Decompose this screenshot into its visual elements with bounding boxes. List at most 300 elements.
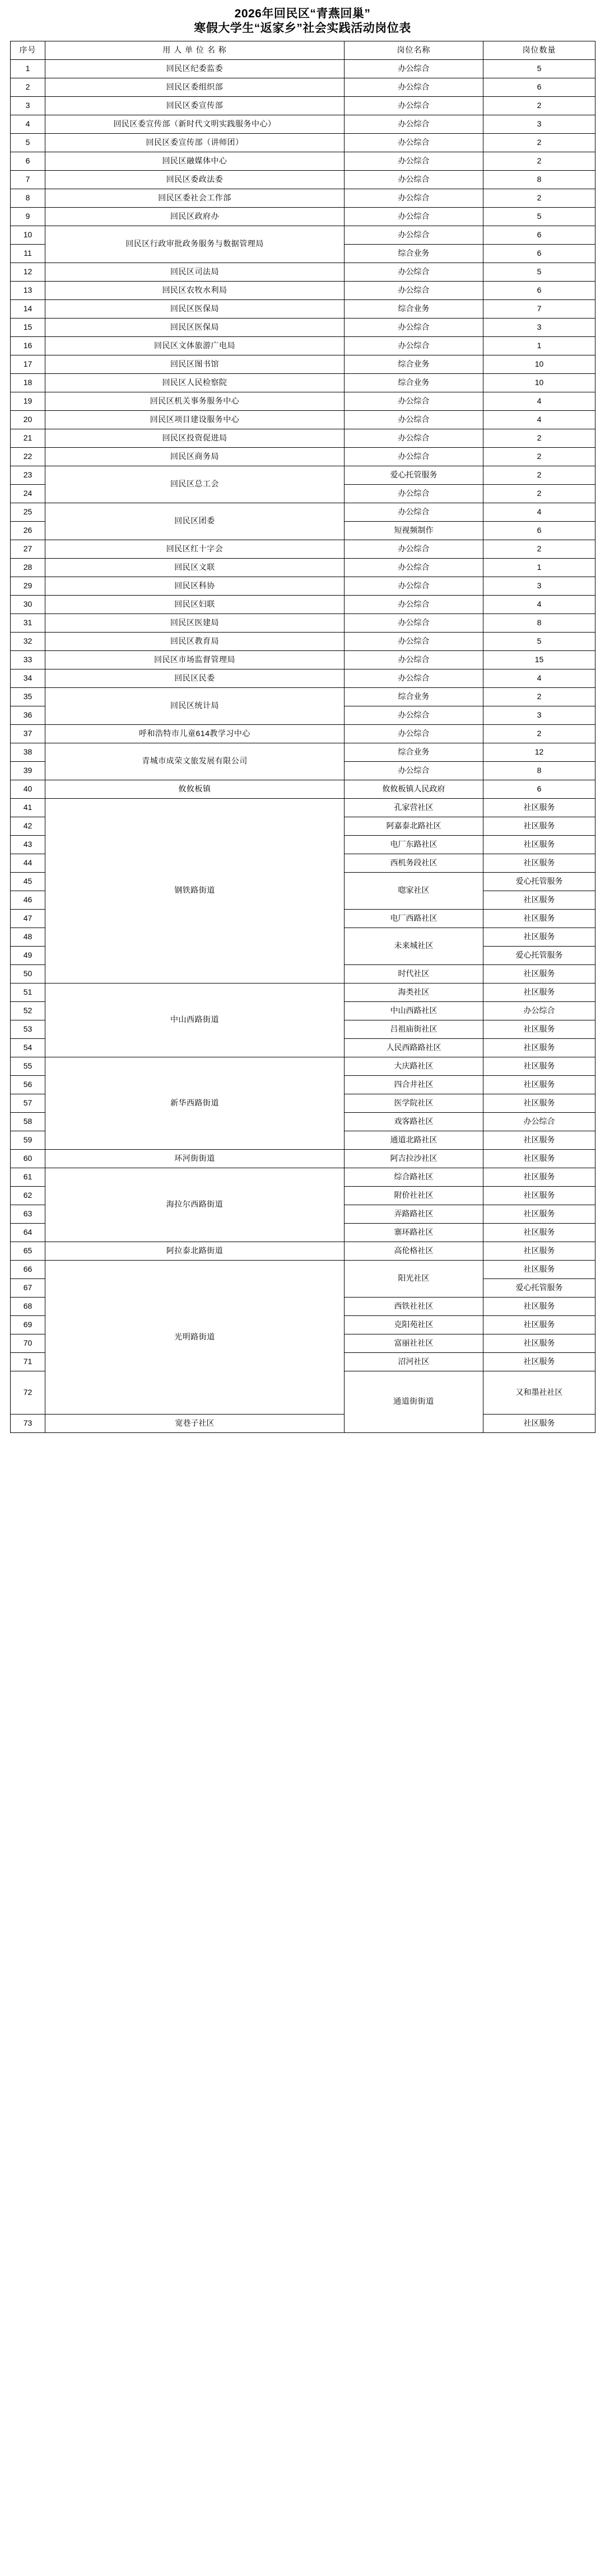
cell-num: 2 — [483, 189, 595, 207]
cell-unit: 回民区妇联 — [45, 595, 345, 613]
cell-unit: 回民区总工会 — [45, 466, 345, 503]
cell-subunit: 附价社社区 — [345, 1186, 483, 1205]
cell-post: 社区服务 — [483, 928, 595, 946]
table-row — [11, 798, 595, 817]
cell-num: 2 — [483, 447, 595, 466]
cell-num: 1 — [483, 336, 595, 355]
table-row — [11, 577, 595, 595]
cell-seq: 59 — [11, 1131, 45, 1149]
cell-unit: 回民区医建局 — [45, 613, 345, 632]
cell-post: 办公综合 — [345, 281, 483, 299]
cell-post: 办公综合 — [483, 1001, 595, 1020]
cell-num: 4 — [483, 503, 595, 521]
cell-seq: 71 — [11, 1352, 45, 1371]
cell-unit: 回民区民委 — [45, 669, 345, 687]
cell-seq: 1 — [11, 59, 45, 78]
cell-seq: 43 — [11, 835, 45, 854]
cell-post: 办公综合 — [345, 152, 483, 170]
cell-unit: 回民区行政审批政务服务与数据管理局 — [45, 226, 345, 263]
table-row — [11, 170, 595, 189]
cell-subunit: 大庆路社区 — [345, 1057, 483, 1075]
table-row — [11, 263, 595, 281]
cell-subunit: 人民西路路社区 — [345, 1038, 483, 1057]
cell-subunit: 西机务段社区 — [345, 854, 483, 872]
cell-post: 办公综合 — [345, 189, 483, 207]
cell-seq: 67 — [11, 1278, 45, 1297]
cell-seq: 7 — [11, 170, 45, 189]
cell-seq: 39 — [11, 761, 45, 780]
cell-post: 社区服务 — [483, 1075, 595, 1094]
cell-seq: 15 — [11, 318, 45, 336]
table-row — [11, 226, 595, 244]
cell-num: 5 — [483, 207, 595, 226]
cell-seq: 17 — [11, 355, 45, 373]
table-row — [11, 540, 595, 558]
cell-unit: 回民区文体旅游广电局 — [45, 336, 345, 355]
title-line-1: 2026年回民区“青燕回巢” — [234, 7, 371, 20]
cell-num: 1 — [483, 558, 595, 577]
cell-unit: 回民区机关事务服务中心 — [45, 392, 345, 410]
table-row — [11, 1057, 595, 1075]
cell-unit: 回民区政府办 — [45, 207, 345, 226]
cell-num: 6 — [483, 78, 595, 96]
cell-seq: 66 — [11, 1260, 45, 1278]
cell-post: 办公综合 — [345, 650, 483, 669]
cell-seq: 28 — [11, 558, 45, 577]
table-row — [11, 613, 595, 632]
cell-post: 社区服务 — [483, 854, 595, 872]
cell-subunit: 阿吉拉沙社区 — [345, 1149, 483, 1168]
cell-num: 2 — [483, 724, 595, 743]
cell-seq: 34 — [11, 669, 45, 687]
cell-seq: 63 — [11, 1205, 45, 1223]
document-title — [10, 3, 595, 41]
cell-subunit: 阳光社区 — [345, 1260, 483, 1297]
table-row — [11, 687, 595, 706]
cell-subunit: 海类社区 — [345, 983, 483, 1001]
cell-seq: 21 — [11, 429, 45, 447]
table-row — [11, 650, 595, 669]
cell-seq: 58 — [11, 1112, 45, 1131]
cell-unit: 回民区委宣传部（新时代文明实践服务中心） — [45, 115, 345, 133]
cell-num: 6 — [483, 780, 595, 798]
cell-post: 办公综合 — [345, 503, 483, 521]
cell-seq: 57 — [11, 1094, 45, 1112]
table-row — [11, 1168, 595, 1186]
table-row — [11, 1242, 595, 1260]
cell-num: 3 — [483, 318, 595, 336]
cell-post: 办公综合 — [345, 78, 483, 96]
cell-unit: 攸攸板镇 — [45, 780, 345, 798]
cell-subunit: 唿家社区 — [345, 872, 483, 909]
cell-num: 10 — [483, 355, 595, 373]
cell-post: 社区服务 — [483, 1038, 595, 1057]
cell-post: 综合业务 — [345, 244, 483, 263]
table-row — [11, 983, 595, 1001]
cell-seq: 16 — [11, 336, 45, 355]
cell-seq: 73 — [11, 1414, 45, 1432]
cell-unit: 回民区商务局 — [45, 447, 345, 466]
cell-post: 社区服务 — [483, 798, 595, 817]
cell-seq: 51 — [11, 983, 45, 1001]
cell-post: 社区服务 — [483, 1334, 595, 1352]
cell-post: 爱心托管服务 — [483, 1278, 595, 1297]
cell-num: 3 — [483, 577, 595, 595]
cell-unit: 青城市成荣文旅发展有限公司 — [45, 743, 345, 780]
cell-post: 办公综合 — [345, 447, 483, 466]
table-row — [11, 595, 595, 613]
cell-subunit: 寨环路社区 — [345, 1223, 483, 1242]
cell-subunit: 四合井社区 — [345, 1075, 483, 1094]
cell-num: 4 — [483, 669, 595, 687]
table-row — [11, 466, 595, 484]
cell-unit: 回民区项目建设服务中心 — [45, 410, 345, 429]
cell-num: 6 — [483, 226, 595, 244]
table-row — [11, 410, 595, 429]
cell-post: 办公综合 — [345, 540, 483, 558]
cell-num: 2 — [483, 484, 595, 503]
cell-post: 社区服务 — [483, 983, 595, 1001]
cell-subunit: 电厂东路社区 — [345, 835, 483, 854]
table-row — [11, 115, 595, 133]
cell-subunit: 又和墨社社区 — [483, 1371, 595, 1414]
cell-seq: 45 — [11, 872, 45, 891]
table-row — [11, 355, 595, 373]
table-row — [11, 447, 595, 466]
cell-post: 社区服务 — [483, 1223, 595, 1242]
cell-post: 爱心托管服务 — [483, 872, 595, 891]
cell-seq: 8 — [11, 189, 45, 207]
cell-seq: 9 — [11, 207, 45, 226]
cell-subunit: 阿嘉泰北路社区 — [345, 817, 483, 835]
cell-seq: 46 — [11, 891, 45, 909]
cell-post: 办公综合 — [483, 1112, 595, 1131]
cell-post: 办公综合 — [345, 410, 483, 429]
table-row — [11, 152, 595, 170]
cell-num: 5 — [483, 263, 595, 281]
cell-seq: 48 — [11, 928, 45, 946]
cell-post: 办公综合 — [345, 207, 483, 226]
cell-subunit: 高伦格社区 — [345, 1242, 483, 1260]
cell-seq: 18 — [11, 373, 45, 392]
cell-seq: 49 — [11, 946, 45, 964]
cell-seq: 12 — [11, 263, 45, 281]
cell-post: 社区服务 — [483, 817, 595, 835]
cell-subunit: 中山西路社区 — [345, 1001, 483, 1020]
cell-num: 15 — [483, 650, 595, 669]
column-header-unit: 用 人 单 位 名 称 — [45, 41, 345, 59]
cell-post: 办公综合 — [345, 226, 483, 244]
cell-subunit: 通道北路社区 — [345, 1131, 483, 1149]
cell-subunit: 富丽社社区 — [345, 1334, 483, 1352]
cell-seq: 13 — [11, 281, 45, 299]
cell-seq: 30 — [11, 595, 45, 613]
cell-subunit: 医学院社区 — [345, 1094, 483, 1112]
cell-post: 综合业务 — [345, 687, 483, 706]
table-row — [11, 281, 595, 299]
cell-num: 3 — [483, 706, 595, 724]
cell-seq: 26 — [11, 521, 45, 540]
cell-num: 12 — [483, 743, 595, 761]
cell-subunit: 弄路路社区 — [345, 1205, 483, 1223]
column-header-seq: 序号 — [11, 41, 45, 59]
table-row — [11, 632, 595, 650]
cell-subunit: 沼河社区 — [345, 1352, 483, 1371]
cell-post: 社区服务 — [483, 964, 595, 983]
cell-subunit: 电厂西路社区 — [345, 909, 483, 928]
cell-seq: 10 — [11, 226, 45, 244]
column-header-num: 岗位数量 — [483, 41, 595, 59]
cell-unit: 回民区统计局 — [45, 687, 345, 724]
cell-post: 办公综合 — [345, 595, 483, 613]
cell-subunit: 时代社区 — [345, 964, 483, 983]
cell-post: 办公综合 — [345, 761, 483, 780]
cell-post: 社区服务 — [483, 835, 595, 854]
cell-seq: 25 — [11, 503, 45, 521]
cell-unit-group: 中山西路街道 — [45, 983, 345, 1057]
table-row — [11, 207, 595, 226]
cell-unit-group: 新华西路街道 — [45, 1057, 345, 1149]
cell-post: 综合业务 — [345, 299, 483, 318]
cell-seq: 61 — [11, 1168, 45, 1186]
cell-seq: 3 — [11, 96, 45, 115]
cell-unit: 回民区医保局 — [45, 318, 345, 336]
cell-seq: 33 — [11, 650, 45, 669]
table-row — [11, 1414, 595, 1432]
cell-post: 办公综合 — [345, 669, 483, 687]
cell-post: 社区服务 — [483, 1149, 595, 1168]
table-row — [11, 189, 595, 207]
cell-num: 6 — [483, 281, 595, 299]
cell-unit: 回民区人民检察院 — [45, 373, 345, 392]
cell-post: 办公综合 — [345, 115, 483, 133]
cell-num: 5 — [483, 632, 595, 650]
cell-unit: 回民区医保局 — [45, 299, 345, 318]
cell-seq: 55 — [11, 1057, 45, 1075]
cell-seq: 37 — [11, 724, 45, 743]
cell-post: 社区服务 — [483, 1205, 595, 1223]
cell-num: 2 — [483, 687, 595, 706]
cell-post: 社区服务 — [483, 1168, 595, 1186]
cell-seq: 72 — [11, 1371, 45, 1414]
cell-unit: 回民区农牧水利局 — [45, 281, 345, 299]
cell-seq: 65 — [11, 1242, 45, 1260]
cell-num: 10 — [483, 373, 595, 392]
cell-num: 5 — [483, 59, 595, 78]
table-row — [11, 724, 595, 743]
cell-seq: 29 — [11, 577, 45, 595]
cell-post: 办公综合 — [345, 429, 483, 447]
cell-post: 办公综合 — [345, 133, 483, 152]
cell-post: 社区服务 — [483, 909, 595, 928]
cell-seq: 24 — [11, 484, 45, 503]
cell-post: 办公综合 — [345, 392, 483, 410]
table-row — [11, 1260, 595, 1278]
cell-unit: 回民区文联 — [45, 558, 345, 577]
cell-num: 2 — [483, 540, 595, 558]
cell-seq: 69 — [11, 1315, 45, 1334]
cell-seq: 56 — [11, 1075, 45, 1094]
cell-subunit: 未来城社区 — [345, 928, 483, 964]
cell-unit: 回民区市场监督管理局 — [45, 650, 345, 669]
cell-post: 办公综合 — [345, 318, 483, 336]
cell-post: 办公综合 — [345, 577, 483, 595]
cell-num: 4 — [483, 595, 595, 613]
cell-subunit: 孔家营社区 — [345, 798, 483, 817]
cell-seq: 42 — [11, 817, 45, 835]
cell-unit-group: 阿拉泰北路街道 — [45, 1242, 345, 1260]
cell-seq: 22 — [11, 447, 45, 466]
cell-post: 社区服务 — [483, 1352, 595, 1371]
cell-subunit: 戏客路社区 — [345, 1112, 483, 1131]
table-row — [11, 133, 595, 152]
cell-post: 爱心托管服务 — [483, 946, 595, 964]
table-row — [11, 299, 595, 318]
table-row — [11, 59, 595, 78]
cell-num: 2 — [483, 152, 595, 170]
cell-unit: 回民区投资促进局 — [45, 429, 345, 447]
cell-post: 办公综合 — [345, 263, 483, 281]
cell-seq: 50 — [11, 964, 45, 983]
cell-num: 3 — [483, 115, 595, 133]
cell-seq: 62 — [11, 1186, 45, 1205]
cell-post: 社区服务 — [483, 1414, 595, 1432]
positions-table — [10, 41, 595, 1433]
column-header-post: 岗位名称 — [345, 41, 483, 59]
cell-seq: 5 — [11, 133, 45, 152]
cell-unit: 回民区教育局 — [45, 632, 345, 650]
cell-seq: 19 — [11, 392, 45, 410]
cell-seq: 40 — [11, 780, 45, 798]
cell-unit-group: 环河街街道 — [45, 1149, 345, 1168]
cell-post: 社区服务 — [483, 1260, 595, 1278]
cell-post: 社区服务 — [483, 1094, 595, 1112]
cell-num: 8 — [483, 170, 595, 189]
cell-seq: 44 — [11, 854, 45, 872]
cell-post: 办公综合 — [345, 724, 483, 743]
cell-post: 社区服务 — [483, 1315, 595, 1334]
cell-unit: 回民区融媒体中心 — [45, 152, 345, 170]
cell-unit: 回民区红十字会 — [45, 540, 345, 558]
cell-post: 社区服务 — [483, 1186, 595, 1205]
cell-unit: 回民区科协 — [45, 577, 345, 595]
table-body — [11, 59, 595, 1432]
cell-unit: 回民区委社会工作部 — [45, 189, 345, 207]
cell-post: 办公综合 — [345, 558, 483, 577]
cell-seq: 23 — [11, 466, 45, 484]
table-header-row — [11, 41, 595, 59]
cell-seq: 27 — [11, 540, 45, 558]
cell-seq: 53 — [11, 1020, 45, 1038]
cell-num: 8 — [483, 761, 595, 780]
table-row — [11, 336, 595, 355]
cell-num: 6 — [483, 521, 595, 540]
cell-seq: 36 — [11, 706, 45, 724]
cell-unit-group: 钢铁路街道 — [45, 798, 345, 983]
cell-num: 2 — [483, 466, 595, 484]
cell-seq: 2 — [11, 78, 45, 96]
table-row — [11, 429, 595, 447]
cell-seq: 52 — [11, 1001, 45, 1020]
cell-post: 社区服务 — [483, 1020, 595, 1038]
cell-num: 8 — [483, 613, 595, 632]
cell-seq: 41 — [11, 798, 45, 817]
cell-unit-group: 光明路街道 — [45, 1260, 345, 1414]
cell-num: 7 — [483, 299, 595, 318]
cell-seq: 47 — [11, 909, 45, 928]
cell-unit: 回民区委组织部 — [45, 78, 345, 96]
cell-post: 办公综合 — [345, 613, 483, 632]
cell-seq: 60 — [11, 1149, 45, 1168]
cell-post: 办公综合 — [345, 632, 483, 650]
cell-post: 爱心托管服务 — [345, 466, 483, 484]
cell-seq: 20 — [11, 410, 45, 429]
cell-post: 短视频制作 — [345, 521, 483, 540]
cell-unit: 回民区图书馆 — [45, 355, 345, 373]
cell-seq: 35 — [11, 687, 45, 706]
table-row — [11, 1149, 595, 1168]
cell-unit: 回民区委政法委 — [45, 170, 345, 189]
cell-unit: 回民区团委 — [45, 503, 345, 540]
cell-post: 办公综合 — [345, 59, 483, 78]
cell-subunit: 吕祖庙街社区 — [345, 1020, 483, 1038]
cell-num: 4 — [483, 392, 595, 410]
cell-subunit: 综合路社区 — [345, 1168, 483, 1186]
table-row — [11, 96, 595, 115]
cell-subunit: 宽巷子社区 — [45, 1414, 345, 1432]
cell-num: 4 — [483, 410, 595, 429]
cell-seq: 31 — [11, 613, 45, 632]
cell-num: 2 — [483, 429, 595, 447]
cell-post: 综合业务 — [345, 355, 483, 373]
cell-post: 办公综合 — [345, 170, 483, 189]
cell-unit: 回民区委宣传部 — [45, 96, 345, 115]
table-row — [11, 558, 595, 577]
cell-subunit: 西铁社社区 — [345, 1297, 483, 1315]
cell-seq: 38 — [11, 743, 45, 761]
cell-num: 2 — [483, 96, 595, 115]
cell-seq: 54 — [11, 1038, 45, 1057]
cell-post: 攸攸板镇人民政府 — [345, 780, 483, 798]
cell-post: 综合业务 — [345, 743, 483, 761]
table-row — [11, 318, 595, 336]
table-row — [11, 78, 595, 96]
cell-seq: 6 — [11, 152, 45, 170]
cell-seq: 64 — [11, 1223, 45, 1242]
cell-post: 社区服务 — [483, 1242, 595, 1260]
table-row — [11, 743, 595, 761]
table-row — [11, 503, 595, 521]
cell-post: 社区服务 — [483, 891, 595, 909]
table-row — [11, 669, 595, 687]
cell-seq: 14 — [11, 299, 45, 318]
table-row — [11, 373, 595, 392]
table-row — [11, 392, 595, 410]
cell-seq: 11 — [11, 244, 45, 263]
cell-post: 办公综合 — [345, 96, 483, 115]
cell-post: 办公综合 — [345, 336, 483, 355]
cell-unit-group: 通道街街道 — [345, 1371, 483, 1432]
cell-post: 社区服务 — [483, 1297, 595, 1315]
cell-post: 社区服务 — [483, 1057, 595, 1075]
cell-seq: 70 — [11, 1334, 45, 1352]
cell-unit: 回民区委宣传部（讲师团） — [45, 133, 345, 152]
title-line-2: 寒假大学生“返家乡”社会实践活动岗位表 — [194, 22, 411, 35]
cell-num: 6 — [483, 244, 595, 263]
table-row — [11, 780, 595, 798]
cell-unit-group: 海拉尔西路街道 — [45, 1168, 345, 1242]
cell-unit: 回民区纪委监委 — [45, 59, 345, 78]
